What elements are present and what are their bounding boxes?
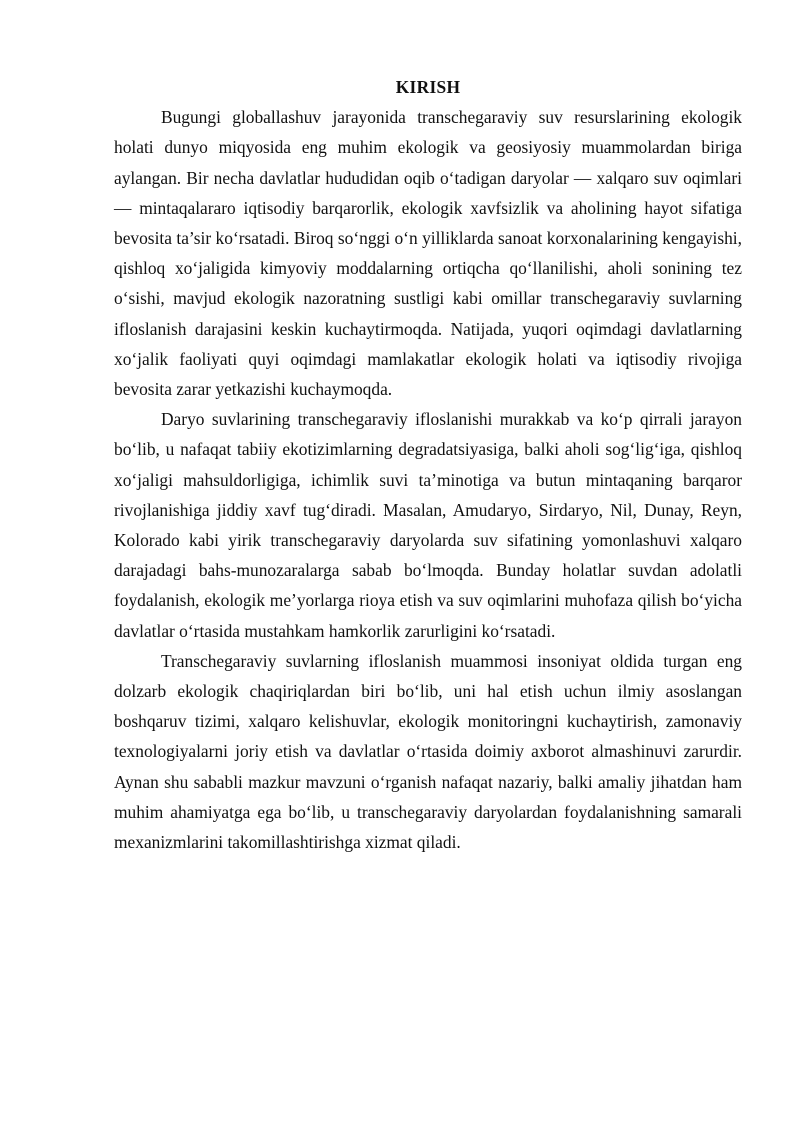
paragraph-2: Daryo suvlarining transchegaraviy ifloslanishi murakkab va ko‘p qirrali jarayon bo‘lib, u nafaqat tabiiy ekotizimlarning degradatsiyasiga, balki aholi sog‘lig‘iga, qishloq xo‘jaligi mahsuldorligiga, ichimlik suvi ta’minotiga va butun mintaqaning barqaror rivojlanishiga jiddiy xavf tug‘diradi. Masalan, Amudaryo, Sirdaryo, Nil, Dunay, Reyn, Kolorado kabi yirik transchegaraviy daryolarda suv sifatining yomonlashuvi xalqaro darajadagi bahs-munozaralarga sabab bo‘lmoqda. Bunday holatlar suvdan adolatli foydalanish, ekologik me’yorlarga rioya etish va suv oqimlarini muhofaza qilish bo‘yicha davlatlar o‘rtasida mustahkam hamkorlik zarurligini ko‘rsatadi. — [114, 409, 742, 641]
document-body — [114, 72, 742, 857]
page-title: KIRISH — [395, 77, 461, 97]
paragraph-1: Bugungi globallashuv jarayonida transchegaraviy suv resurslarining ekologik holati dunyo miqyosida eng muhim ekologik va geosiyosiy muammolardan biriga aylangan. Bir necha davlatlar hududidan oqib o‘tadigan daryolar — xalqaro suv oqimlari — mintaqalararo iqtisodiy barqarorlik, ekologik xavfsizlik va aholining hayot sifatiga bevosita ta’sir ko‘rsatadi. Biroq so‘nggi o‘n yilliklarda sanoat korxonalarining kengayishi, qishloq xo‘jaligida kimyoviy moddalarning ortiqcha qo‘llanilishi, aholi sonining tez o‘sishi, mavjud ekologik nazoratning sustligi kabi omillar transchegaraviy suvlarning ifloslanish darajasini keskin kuchaytirmoqda. Natijada, yuqori oqimdagi davlatlarning xo‘jalik faoliyati quyi oqimdagi mamlakatlar ekologik holati va iqtisodiy rivojiga bevosita zarar yetkazishi kuchaymoqda. — [114, 107, 742, 400]
paragraph-3: Transchegaraviy suvlarning ifloslanish muammosi insoniyat oldida turgan eng dolzarb ekologik chaqiriqlardan biri bo‘lib, uni hal etish uchun ilmiy asoslangan boshqaruv tizimi, xalqaro kelishuvlar, ekologik monitoringni kuchaytirish, zamonaviy texnologiyalarni joriy etish va davlatlar o‘rtasida doimiy axborot almashinuvi zarurdir. Aynan shu sababli mazkur mavzuni o‘rganish nafaqat nazariy, balki amaliy jihatdan ham muhim ahamiyatga ega bo‘lib, u transchegaraviy daryolardan foydalanishning samarali mexanizmlarini takomillashtirishga xizmat qiladi. — [114, 650, 742, 853]
